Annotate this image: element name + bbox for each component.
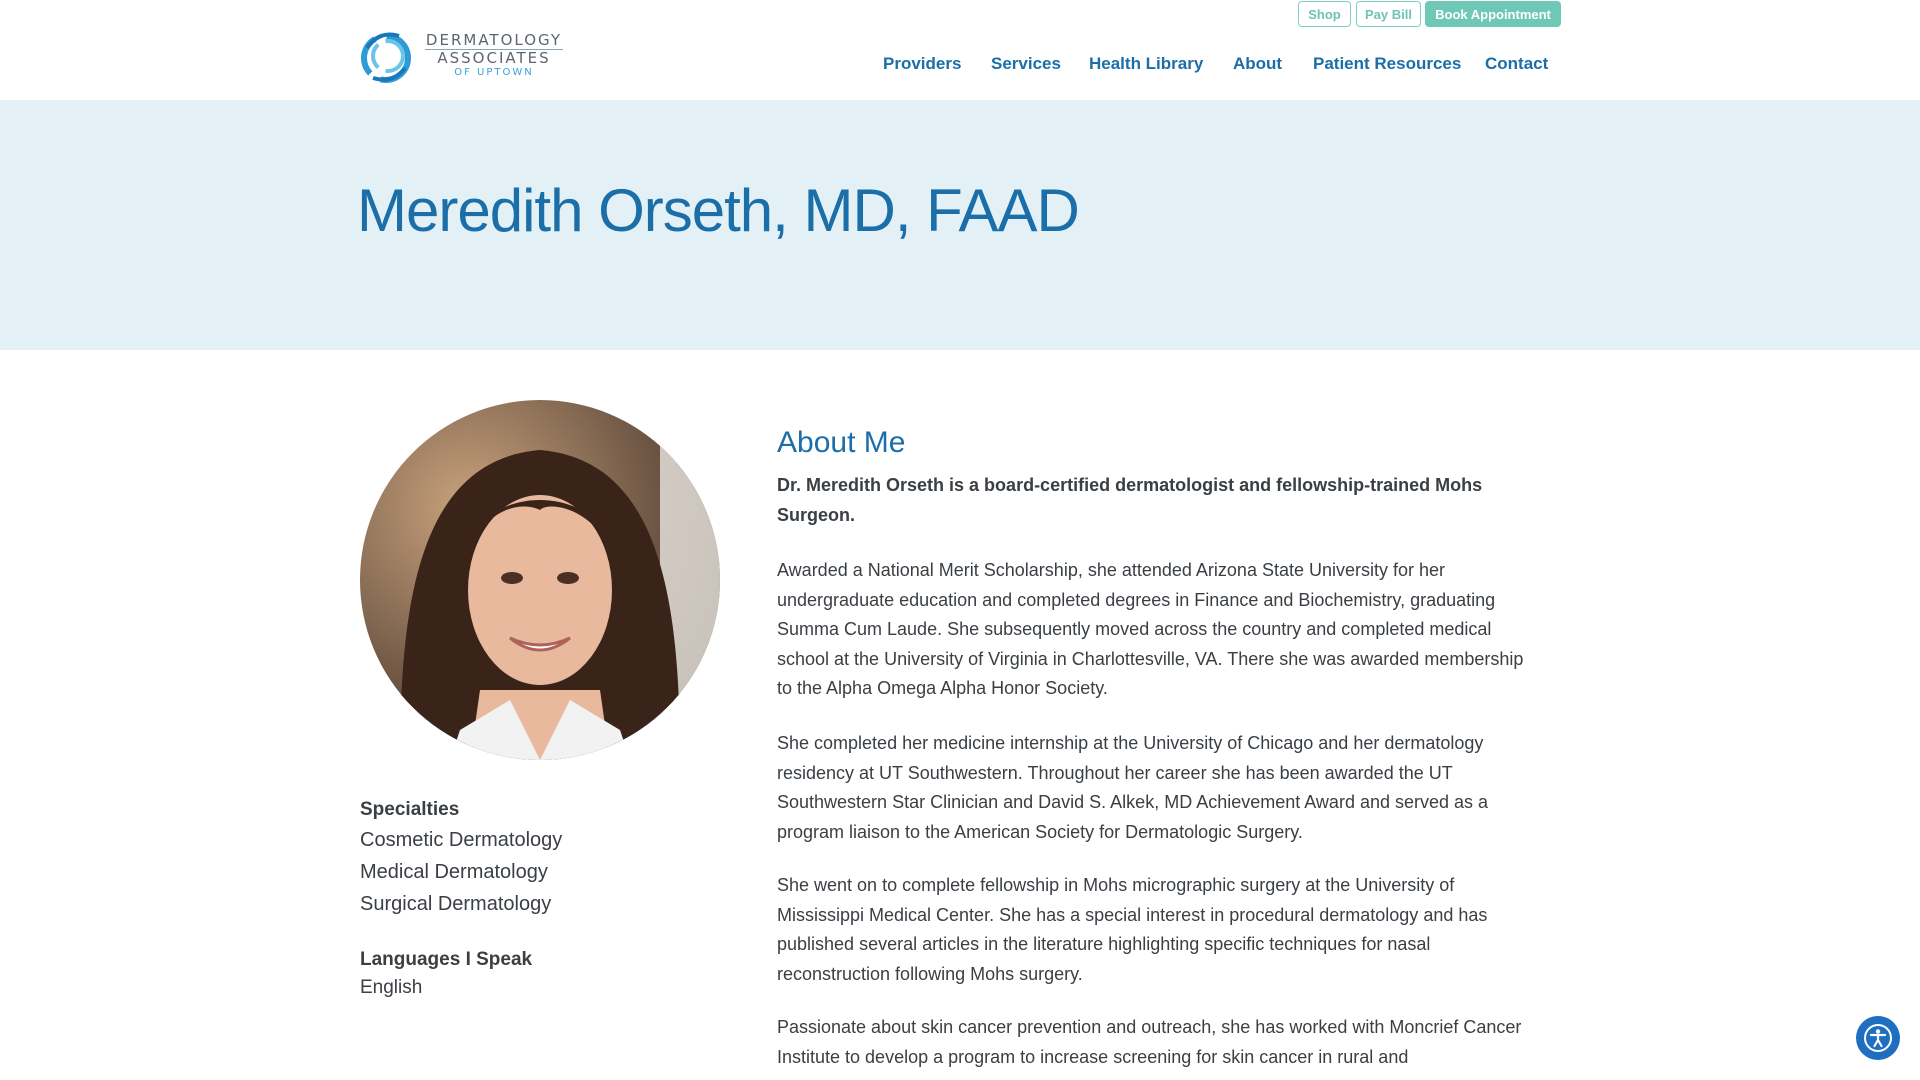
- about-paragraph: Passionate about skin cancer prevention and outreach, she has worked with Moncrief Cancer Institute to develop a program to increase screening for skin cancer in rural and: [777, 1017, 1522, 1067]
- nav-item-providers[interactable]: Providers: [883, 54, 962, 73]
- language-item: English: [360, 977, 423, 998]
- accessibility-button[interactable]: [1856, 1016, 1900, 1060]
- about-heading: About Me: [777, 426, 906, 459]
- logo-line-1: DERMATOLOGY: [425, 31, 563, 49]
- specialties-label: Specialties: [360, 799, 460, 820]
- main-nav: [0, 54, 1920, 78]
- nav-item-health-library[interactable]: Health Library: [1089, 54, 1204, 73]
- languages-label: Languages I Speak: [360, 949, 533, 970]
- about-paragraph: She went on to complete fellowship in Mohs micrographic surgery at the University of Mississippi Medical Center. She has a special interest in procedural dermatology and has published several articles in the literature highlighting specific techniques for nasal reconstruction following Mohs surgery.: [777, 875, 1488, 984]
- logo-line-2: ASSOCIATES: [425, 49, 563, 67]
- about-paragraph: Awarded a National Merit Scholarship, she attended Arizona State University for her undergraduate education and completed degrees in Finance and Biochemistry, graduating Summa Cum Laude. She subsequently moved across the country and completed medical school at the University of Virginia in Charlottesville, VA. There she was awarded membership to the Alpha Omega Alpha Honor Society.: [777, 560, 1524, 698]
- nav-item-patient-resources[interactable]: Patient Resources: [1313, 54, 1462, 73]
- nav-item-services[interactable]: Services: [991, 54, 1061, 73]
- specialty-item: Medical Dermatology: [360, 861, 548, 883]
- book-appointment-button[interactable]: Book Appointment: [1425, 1, 1561, 27]
- specialty-item: Cosmetic Dermatology: [360, 829, 563, 851]
- about-lead: Dr. Meredith Orseth is a board-certified dermatologist and fellowship-trained Mohs Surgeon.: [777, 475, 1483, 525]
- site-header: [0, 0, 1920, 100]
- accessibility-icon: [1863, 1023, 1893, 1053]
- logo-line-3: OF UPTOWN: [454, 67, 534, 78]
- provider-photo: [360, 400, 720, 760]
- pay-bill-button[interactable]: Pay Bill: [1356, 1, 1421, 27]
- specialty-item: Surgical Dermatology: [360, 893, 552, 915]
- shop-button[interactable]: Shop: [1298, 1, 1351, 27]
- about-paragraph: She completed her medicine internship at the University of Chicago and her dermatology residency at UT Southwestern. Throughout her career she has been awarded the UT Southwestern Star Clinician and David S. Alkek, MD Achievement Award and served as a program liaison to the American Society for Dermatologic Surgery.: [777, 733, 1489, 842]
- page-title: Meredith Orseth, MD, FAAD: [357, 177, 1079, 244]
- nav-item-contact[interactable]: Contact: [1485, 54, 1549, 73]
- nav-item-about[interactable]: About: [1233, 54, 1283, 73]
- hero-wave-divider: [0, 290, 1920, 360]
